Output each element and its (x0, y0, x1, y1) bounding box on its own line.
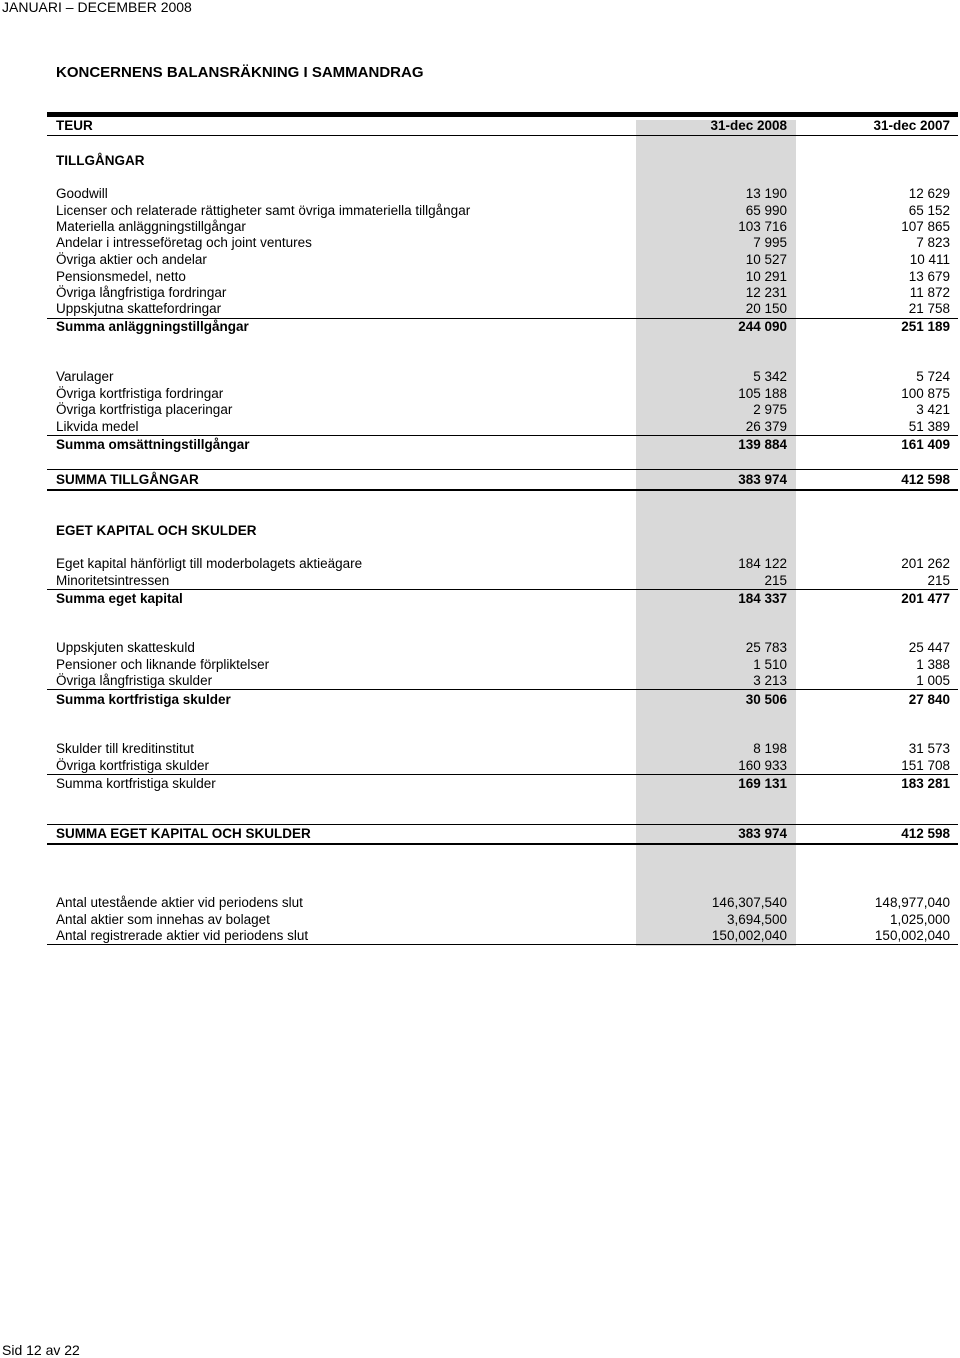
total-value-2008: 383 974 (738, 472, 787, 487)
subtotal-row (56, 319, 950, 335)
section-title-tillgangar (56, 153, 950, 169)
row-value-2008: 12 231 (745, 285, 787, 300)
row-value-2008: 20 150 (745, 301, 787, 316)
table-row (56, 203, 950, 219)
row-value-2007: 12 629 (908, 186, 950, 201)
table-row (56, 369, 950, 385)
row-value-2007: 7 823 (916, 235, 950, 250)
row-value-2007: 215 (927, 573, 950, 588)
table-row (56, 269, 950, 285)
row-value-2008: 2 975 (753, 402, 787, 417)
row-value-2007: 1 388 (916, 657, 950, 672)
row-value-2007: 100 875 (901, 386, 950, 401)
section-title-text: TILLGÅNGAR (56, 153, 145, 168)
row-value-2008: 215 (764, 573, 787, 588)
subtotal-value-2008: 169 131 (738, 776, 787, 791)
subtotal-row (56, 692, 950, 708)
row-value-2007: 1 005 (916, 673, 950, 688)
row-label: Antal aktier som innehas av bolaget (56, 912, 270, 927)
total-value-2007: 412 598 (901, 826, 950, 841)
row-label: Övriga långfristiga skulder (56, 673, 213, 688)
header-rule (47, 135, 958, 136)
row-value-2007: 150,002,040 (874, 928, 950, 943)
table-row (56, 758, 950, 774)
row-label: Licenser och relaterade rättigheter samt övriga immateriella tillgångar (56, 203, 471, 218)
subtotal-row (56, 437, 950, 453)
row-value-2008: 25 783 (745, 640, 787, 655)
table-row (56, 252, 950, 268)
total-rule-top (47, 824, 958, 825)
total-row (56, 826, 950, 842)
subtotal-value-2007: 251 189 (901, 319, 950, 334)
row-value-2008: 7 995 (753, 235, 787, 250)
row-label: Uppskjuten skatteskuld (56, 640, 195, 655)
row-value-2008: 103 716 (738, 219, 787, 234)
subtotal-label: Summa kortfristiga skulder (56, 692, 231, 707)
row-value-2007: 1,025,000 (889, 912, 950, 927)
row-value-2008: 160 933 (738, 758, 787, 773)
row-value-2007: 13 679 (908, 269, 950, 284)
row-label: Uppskjutna skattefordringar (56, 301, 222, 316)
row-value-2007: 21 758 (908, 301, 950, 316)
row-value-2007: 31 573 (908, 741, 950, 756)
table-row (56, 386, 950, 402)
document-title: KONCERNENS BALANSRÄKNING I SAMMANDRAG (56, 64, 424, 81)
subtotal-rule (47, 774, 958, 775)
row-label: Övriga långfristiga fordringar (56, 285, 227, 300)
total-label: SUMMA EGET KAPITAL OCH SKULDER (56, 826, 311, 841)
row-value-2008: 10 291 (745, 269, 787, 284)
table-row (56, 912, 950, 928)
row-value-2008: 3,694,500 (726, 912, 787, 927)
row-value-2008: 26 379 (745, 419, 787, 434)
subtotal-value-2007: 161 409 (901, 437, 950, 452)
row-label: Pensioner och liknande förpliktelser (56, 657, 270, 672)
row-value-2008: 105 188 (738, 386, 787, 401)
table-row (56, 419, 950, 435)
row-value-2007: 201 262 (901, 556, 950, 571)
table-row (56, 928, 950, 944)
row-value-2008: 10 527 (745, 252, 787, 267)
subtotal-label: Summa anläggningstillgångar (56, 319, 249, 334)
row-label: Övriga kortfristiga fordringar (56, 386, 224, 401)
table-row (56, 402, 950, 418)
page-header: JANUARI – DECEMBER 2008 (2, 0, 192, 15)
table-row (56, 673, 950, 689)
row-label: Antal registrerade aktier vid periodens slut (56, 928, 309, 943)
row-label: Varulager (56, 369, 114, 384)
subtotal-value-2007: 201 477 (901, 591, 950, 606)
total-rule-top (47, 469, 958, 470)
row-value-2008: 5 342 (753, 369, 787, 384)
subtotal-label: Summa omsättningstillgångar (56, 437, 250, 452)
table-row (56, 219, 950, 235)
page-number: Sid 12 av 22 (2, 1342, 80, 1358)
subtotal-value-2007: 183 281 (901, 776, 950, 791)
total-value-2007: 412 598 (901, 472, 950, 487)
row-label: Eget kapital hänförligt till moderbolagets aktieägare (56, 556, 363, 571)
subtotal-rule (47, 435, 958, 436)
subtotal-value-2007: 27 840 (908, 692, 950, 707)
row-label: Materiella anläggningstillgångar (56, 219, 246, 234)
row-value-2007: 151 708 (901, 758, 950, 773)
subtotal-value-2008: 30 506 (745, 692, 787, 707)
row-label: Antal utestående aktier vid periodens slut (56, 895, 303, 910)
row-value-2008: 1 510 (753, 657, 787, 672)
row-value-2007: 65 152 (908, 203, 950, 218)
row-value-2007: 3 421 (916, 402, 950, 417)
column-header-2008: 31-dec 2008 (710, 118, 787, 133)
row-value-2007: 11 872 (909, 285, 950, 300)
total-rule-bottom (47, 843, 958, 845)
column-header-row (56, 118, 950, 134)
row-label: Goodwill (56, 186, 108, 201)
row-value-2007: 107 865 (901, 219, 950, 234)
table-row (56, 573, 950, 589)
total-rule-bottom (47, 489, 958, 491)
column-header-2007: 31-dec 2007 (873, 118, 950, 133)
row-value-2007: 148,977,040 (874, 895, 950, 910)
table-row (56, 741, 950, 757)
table-row (56, 285, 950, 301)
column-header-label: TEUR (56, 118, 93, 133)
subtotal-value-2008: 244 090 (738, 319, 787, 334)
subtotal-row (56, 776, 950, 792)
row-label: Övriga kortfristiga skulder (56, 758, 210, 773)
row-value-2007: 10 411 (909, 252, 950, 267)
subtotal-value-2008: 184 337 (738, 591, 787, 606)
row-value-2008: 65 990 (745, 203, 787, 218)
row-value-2008: 184 122 (738, 556, 787, 571)
table-bottom-rule (47, 944, 958, 945)
row-value-2008: 146,307,540 (711, 895, 787, 910)
subtotal-rule (47, 589, 958, 590)
total-row (56, 472, 950, 488)
section-title-text: EGET KAPITAL OCH SKULDER (56, 523, 257, 538)
subtotal-value-2008: 139 884 (738, 437, 787, 452)
row-value-2007: 25 447 (908, 640, 950, 655)
table-row (56, 301, 950, 317)
row-value-2007: 5 724 (916, 369, 950, 384)
row-value-2008: 150,002,040 (711, 928, 787, 943)
subtotal-rule (47, 689, 958, 690)
row-value-2008: 8 198 (753, 741, 787, 756)
row-label: Övriga kortfristiga placeringar (56, 402, 233, 417)
table-row (56, 186, 950, 202)
table-row (56, 895, 950, 911)
row-value-2007: 51 389 (908, 419, 950, 434)
row-label: Övriga aktier och andelar (56, 252, 207, 267)
subtotal-label: Summa eget kapital (56, 591, 183, 606)
total-label: SUMMA TILLGÅNGAR (56, 472, 199, 487)
row-label: Skulder till kreditinstitut (56, 741, 195, 756)
row-label: Minoritetsintressen (56, 573, 170, 588)
subtotal-row (56, 591, 950, 607)
section-title-eget-kapital (56, 523, 950, 539)
row-value-2008: 3 213 (753, 673, 787, 688)
subtotal-label: Summa kortfristiga skulder (56, 776, 216, 791)
row-label: Likvida medel (56, 419, 139, 434)
row-label: Pensionsmedel, netto (56, 269, 186, 284)
table-row (56, 235, 950, 251)
row-value-2008: 13 190 (745, 186, 787, 201)
table-row (56, 556, 950, 572)
row-label: Andelar i intresseföretag och joint ventures (56, 235, 312, 250)
table-row (56, 657, 950, 673)
table-row (56, 640, 950, 656)
total-value-2008: 383 974 (738, 826, 787, 841)
